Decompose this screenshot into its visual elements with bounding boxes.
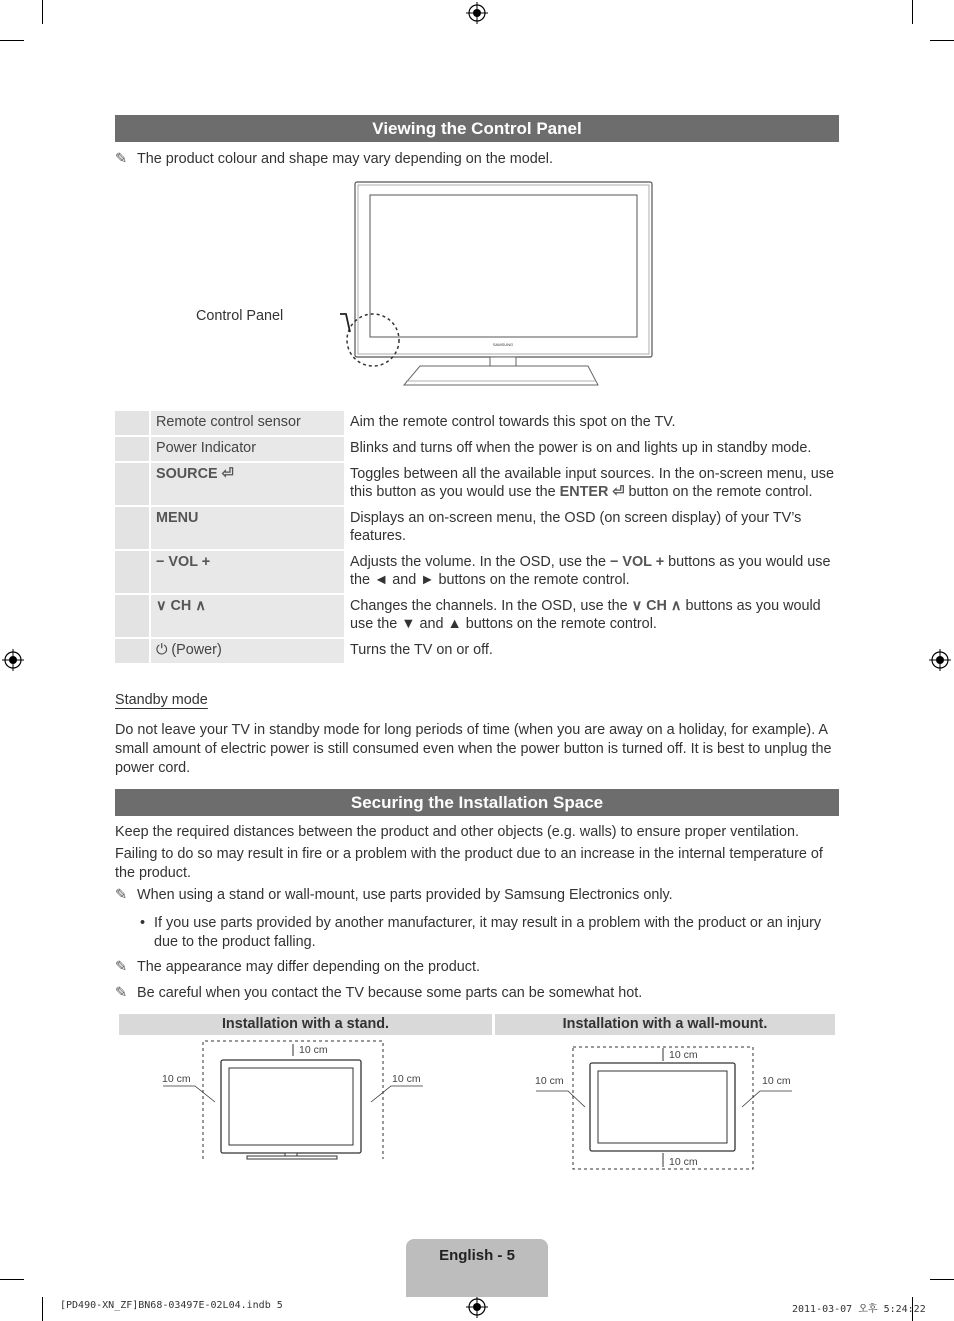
distance-label: 10 cm: [669, 1156, 698, 1168]
control-name: Remote control sensor: [151, 411, 344, 435]
chevron-down-icon: ∨: [631, 598, 647, 614]
print-timestamp: 2011-03-07 오후 5:24:22: [792, 1304, 926, 1315]
table-row: [115, 551, 839, 593]
crop-mark: [0, 40, 24, 41]
pencil-note-icon: ✎: [115, 985, 128, 1001]
control-description: Aim the remote control towards this spot on the TV.: [350, 414, 676, 430]
wall-installation-label: Installation with a wall-mount.: [495, 1014, 835, 1035]
distance-label: 10 cm: [669, 1049, 698, 1061]
control-description: Adjusts the volume. In the OSD, use the − VOL + buttons as you would use the ◄ and ► buttons on the remote control.: [350, 554, 831, 588]
control-name: SOURCE ⏎: [151, 463, 344, 505]
section-title-control-panel: Viewing the Control Panel: [115, 115, 839, 142]
control-name: − VOL +: [151, 551, 344, 593]
minus-icon: −: [609, 554, 623, 570]
table-row: [115, 639, 839, 663]
crop-mark: [912, 0, 913, 24]
pencil-note-icon: ✎: [115, 959, 128, 975]
power-icon: ⏻: [156, 642, 172, 658]
page-number-tab: English - 5: [406, 1239, 548, 1297]
crop-mark: [930, 1279, 954, 1280]
stand-installation-illustration: [155, 1038, 435, 1163]
chevron-up-icon: ∧: [666, 598, 682, 614]
enter-icon: ⏎: [217, 466, 234, 482]
print-slug: [PD490-XN_ZF]BN68-03497E-02L04.indb 5: [60, 1300, 283, 1311]
note: ✎ The appearance may differ depending on the product.: [115, 959, 480, 975]
plus-icon: +: [651, 554, 665, 570]
brand-logo: SAMSUNG: [492, 342, 514, 347]
table-row: [115, 463, 839, 505]
minus-icon: −: [156, 554, 169, 570]
standby-text: Do not leave your TV in standby mode for long periods of time (when you are away on a holiday, for example). A small amount of electric power is still consumed even when the power button is turned off. It is best to unplug the power cord.: [115, 722, 832, 776]
control-description: Toggles between all the available input sources. In the on-screen menu, use this button as you would use the ENTER ⏎ button on the remote control.: [350, 466, 834, 500]
control-panel-callout: Control Panel: [196, 308, 284, 324]
pencil-note-icon: ✎: [115, 151, 128, 167]
bullet-text: If you use parts provided by another manufacturer, it may result in a problem with the product or an injury due to the product falling.: [154, 915, 822, 950]
crop-mark: [42, 1297, 43, 1321]
paragraph: Keep the required distances between the product and other objects (e.g. walls) to ensure proper ventilation.: [115, 824, 799, 840]
wall-installation-illustration: [530, 1043, 800, 1173]
table-row: [115, 437, 839, 461]
control-name: MENU: [151, 507, 344, 549]
bullet-icon: •: [140, 915, 146, 931]
note: ✎ Be careful when you contact the TV because some parts can be somewhat hot.: [115, 985, 643, 1001]
control-description: Changes the channels. In the OSD, use the ∨ CH ∧ buttons as you would use the ▼ and ▲ buttons on the remote control.: [350, 598, 821, 632]
table-row: [115, 595, 839, 637]
control-table: [115, 409, 839, 665]
control-name: Power Indicator: [151, 437, 344, 461]
crop-mark: [42, 0, 43, 24]
stand-installation-label: Installation with a stand.: [119, 1014, 492, 1035]
table-row: [115, 507, 839, 549]
registration-mark-icon: [466, 2, 488, 24]
plus-icon: +: [197, 554, 211, 570]
control-description: Turns the TV on or off.: [350, 642, 493, 658]
registration-mark-icon: [466, 1296, 488, 1318]
registration-mark-icon: [2, 649, 24, 671]
control-name: ∨ CH ∧: [151, 595, 344, 637]
paragraph: Failing to do so may result in fire or a problem with the product due to an increase in the internal temperature of the product.: [115, 846, 823, 881]
control-description: Blinks and turns off when the power is on and lights up in standby mode.: [350, 440, 812, 456]
enter-icon: ⏎: [608, 484, 625, 500]
crop-mark: [930, 40, 954, 41]
distance-label: 10 cm: [762, 1075, 791, 1087]
section-title-installation-space: Securing the Installation Space: [115, 789, 839, 816]
distance-label: 10 cm: [535, 1075, 564, 1087]
distance-label: 10 cm: [299, 1044, 328, 1056]
note: ✎ The product colour and shape may vary depending on the model.: [115, 151, 553, 167]
table-row: [115, 411, 839, 435]
control-description: Displays an on-screen menu, the OSD (on screen display) of your TV’s features.: [350, 510, 802, 544]
crop-mark: [0, 1279, 24, 1280]
tv-front-illustration: [340, 180, 660, 390]
chevron-down-icon: ∨: [156, 598, 171, 614]
registration-mark-icon: [929, 649, 951, 671]
chevron-up-icon: ∧: [191, 598, 206, 614]
note: ✎ When using a stand or wall-mount, use parts provided by Samsung Electronics only.: [115, 887, 673, 903]
control-name: ⏻ (Power): [151, 639, 344, 663]
distance-label: 10 cm: [162, 1073, 191, 1085]
distance-label: 10 cm: [392, 1073, 421, 1085]
standby-heading: Standby mode: [115, 692, 208, 708]
pencil-note-icon: ✎: [115, 887, 128, 903]
